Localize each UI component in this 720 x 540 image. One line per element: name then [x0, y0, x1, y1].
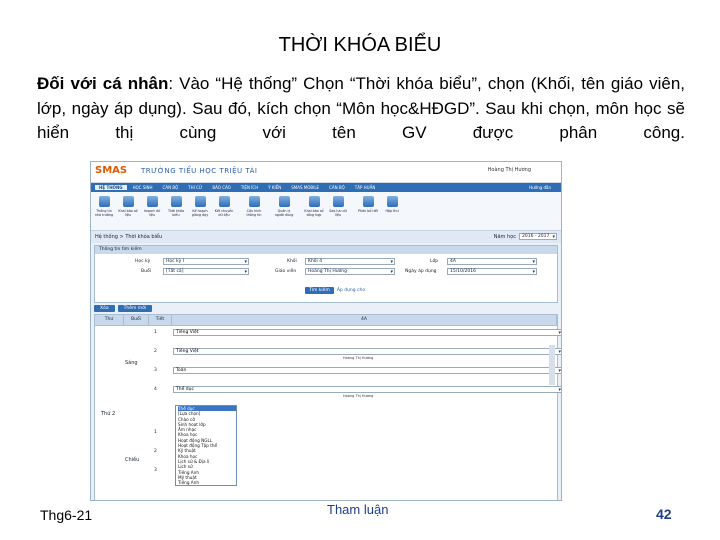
nav-item-mobile[interactable]: SMAS MOBILE	[291, 185, 320, 190]
logo-text: SMAS	[95, 165, 128, 176]
session-afternoon: Chiều	[125, 457, 140, 463]
transfer-icon	[219, 196, 230, 207]
app-screenshot	[90, 161, 562, 501]
book-icon	[309, 196, 320, 207]
tool-label: Sao lưu dữ liệu	[329, 209, 347, 217]
breadcrumb	[91, 231, 561, 243]
tool-label: Kế hoạch giảng dạy	[191, 209, 209, 217]
grade-select[interactable]: Khối 4 ▾	[305, 258, 395, 265]
dropdown-option[interactable]: [Lựa chọn]	[178, 411, 201, 417]
assigned-teacher: Hoàng Thị Hương	[343, 356, 374, 360]
toolbar	[91, 192, 561, 231]
backup-icon	[333, 196, 344, 207]
instruction-bold: Đối với cá nhân	[37, 74, 169, 93]
apply-link[interactable]: Áp dụng cho	[336, 288, 366, 293]
dropdown-option[interactable]: Âm nhạc	[178, 427, 197, 433]
nav-item-staff-2[interactable]: CÁN BỘ	[329, 185, 345, 190]
mail-icon	[387, 196, 398, 207]
grid-actions	[94, 305, 558, 312]
tool-teaching-plan[interactable]	[189, 194, 211, 217]
timetable-grid	[94, 314, 558, 501]
nav-item-reports[interactable]: BÁO CÁO	[212, 185, 231, 190]
footer-center-text: Tham luận	[327, 502, 389, 517]
tool-label: Kết chuyển dữ liệu	[214, 209, 234, 217]
subject-dropdown-list	[175, 405, 237, 486]
slide-title: THỜI KHÓA BIỂU	[278, 34, 442, 56]
add-button[interactable]: Thêm mới	[118, 305, 153, 312]
apply-date-field[interactable]: 15/10/2016 ▾	[447, 268, 537, 275]
user-name[interactable]: Hoàng Thị Hương	[487, 167, 531, 173]
slide-number: 42	[656, 506, 672, 522]
semester-label: Học kỳ	[135, 259, 151, 264]
search-button[interactable]: Tìm kiếm	[305, 287, 334, 294]
tool-label: Thông tin nhà trường	[94, 209, 114, 217]
col-period: Tiết	[149, 315, 172, 325]
tool-label: Quản lý người dùng	[274, 209, 294, 217]
breadcrumb-text[interactable]: Hệ thống > Thời khóa biểu	[95, 234, 163, 240]
nav-item-exams[interactable]: THI CỬ	[188, 185, 203, 190]
dropdown-option[interactable]: Chào cờ	[178, 416, 195, 422]
school-name: TRƯỜNG TIỂU HỌC TRIỆU TÀI	[141, 167, 258, 175]
dropdown-option[interactable]: Lịch sử	[178, 464, 193, 470]
tool-declare-data[interactable]	[117, 194, 139, 217]
year-select[interactable]: 2016 - 2017 ▾	[519, 233, 557, 240]
lesson-select[interactable]: Toán ▾	[173, 367, 562, 374]
instruction-text: : Vào “Hệ thống” Chọn “Thời khóa biểu”, chọn (Khối, tên giáo viên, lớp, ngày áp dụng). Sau đó, kích chọn “Môn học&HĐGD”. Sau khi chọn, môn học sẽ hiển thị cùng với tên GV được phân công.	[37, 74, 685, 142]
delete-button[interactable]: Xóa	[94, 305, 115, 312]
nav-item-help[interactable]: Hướng dẫn	[529, 185, 551, 190]
tool-backup[interactable]	[327, 194, 349, 217]
dropdown-option[interactable]: Thể dục	[178, 406, 236, 411]
tool-summary-book[interactable]	[303, 194, 325, 217]
col-class: 4A	[172, 315, 557, 325]
app-header	[91, 162, 561, 183]
session-morning: Sáng	[125, 360, 138, 366]
nav-item-system[interactable]: HỆ THỐNG	[95, 185, 127, 190]
session-label: Buổi	[141, 269, 151, 274]
tool-user-management[interactable]	[273, 194, 295, 217]
lesson-select[interactable]: Tiếng Việt ▾	[173, 329, 562, 336]
tool-school-info[interactable]	[93, 194, 115, 217]
tool-label: Khai báo sổ tổng hợp	[304, 209, 324, 217]
lesson-select[interactable]: Tiếng Việt ▾	[173, 348, 562, 355]
nav-item-students[interactable]: HỌC SINH	[132, 185, 153, 190]
instruction-paragraph	[37, 72, 685, 146]
search-actions	[305, 287, 365, 294]
nav-item-staff[interactable]: CÁN BỘ	[162, 185, 179, 190]
period-number: 2	[154, 349, 157, 354]
search-panel-title: Thông tin tìm kiếm	[95, 246, 557, 254]
footer-date: Thg6-21	[40, 507, 93, 523]
nav-item-utilities[interactable]: TIỆN ÍCH	[240, 185, 259, 190]
search-form	[95, 254, 557, 302]
tool-label: Cấu hình thông tin	[246, 209, 262, 217]
dropdown-option[interactable]: Tiếng Anh	[178, 469, 199, 475]
import-icon	[147, 196, 158, 207]
tool-config[interactable]	[243, 194, 265, 217]
period-number: 4	[154, 387, 157, 392]
period-number: 3	[154, 368, 157, 373]
semester-select[interactable]: Học kỳ I ▾	[163, 258, 249, 265]
period-number: 3	[154, 468, 157, 473]
period-number: 1	[154, 430, 157, 435]
search-panel	[94, 245, 558, 303]
tool-label: Phân bổ tiết	[358, 209, 378, 213]
teacher-label: Giáo viên	[275, 269, 297, 274]
dropdown-option[interactable]: Tiếng Anh	[178, 480, 199, 486]
declare-icon	[123, 196, 134, 207]
tool-label: Hộp thư	[385, 209, 399, 213]
year-label: Năm học	[493, 233, 516, 240]
class-select[interactable]: 4A ▾	[447, 258, 537, 265]
app-logo	[95, 165, 127, 176]
session-select[interactable]: [Tất cả] ▾	[163, 268, 249, 275]
dropdown-option[interactable]: Khoa học	[178, 432, 198, 438]
dropdown-option[interactable]: Hoạt động NGLL	[178, 437, 213, 443]
tool-timetable[interactable]	[165, 194, 187, 217]
tool-allocate[interactable]	[357, 194, 379, 213]
tool-transfer-data[interactable]	[213, 194, 235, 217]
dropdown-option[interactable]: Hoạt động Tập thể	[178, 443, 218, 449]
nav-item-feedback[interactable]: Ý KIẾN	[268, 185, 282, 190]
timetable-icon	[171, 196, 182, 207]
nav-item-training[interactable]: TẬP HUẤN	[354, 185, 376, 190]
tool-label: Import dữ liệu	[143, 209, 161, 217]
grade-label: Khối	[287, 259, 297, 264]
school-icon	[99, 196, 110, 207]
grid-header	[95, 315, 557, 326]
grid-scrollbar[interactable]	[549, 345, 555, 385]
main-nav	[91, 183, 561, 192]
dropdown-option[interactable]: Sinh hoạt lớp	[178, 421, 206, 427]
apply-date-label: Ngày áp dụng	[405, 269, 437, 274]
users-icon	[279, 196, 290, 207]
config-icon	[249, 196, 260, 207]
tool-import[interactable]	[141, 194, 163, 217]
tool-label: Khai báo số liệu	[118, 209, 138, 217]
teacher-select[interactable]: Hoàng Thị Hương ▾	[305, 268, 395, 275]
tool-mailbox[interactable]	[381, 194, 403, 213]
allocate-icon	[363, 196, 374, 207]
plan-icon	[195, 196, 206, 207]
dropdown-option[interactable]: Mỹ thuật	[178, 474, 197, 480]
dropdown-option[interactable]: Khoa học	[178, 453, 198, 459]
col-day: Thứ	[95, 315, 124, 325]
period-number: 2	[154, 449, 157, 454]
assigned-teacher: Hoàng Thị Hương	[343, 394, 374, 398]
dropdown-option[interactable]: Kỹ thuật	[178, 448, 196, 454]
dropdown-option[interactable]: Lịch sử & Địa lí	[178, 458, 210, 464]
tool-label: Thời khóa biểu	[167, 209, 185, 217]
day-label: Thứ 2	[101, 411, 116, 417]
col-session: Buổi	[124, 315, 149, 325]
class-label: Lớp	[430, 259, 439, 264]
lesson-select[interactable]: Thể dục ▾	[173, 386, 562, 393]
period-number: 1	[154, 330, 157, 335]
year-picker	[494, 233, 557, 240]
